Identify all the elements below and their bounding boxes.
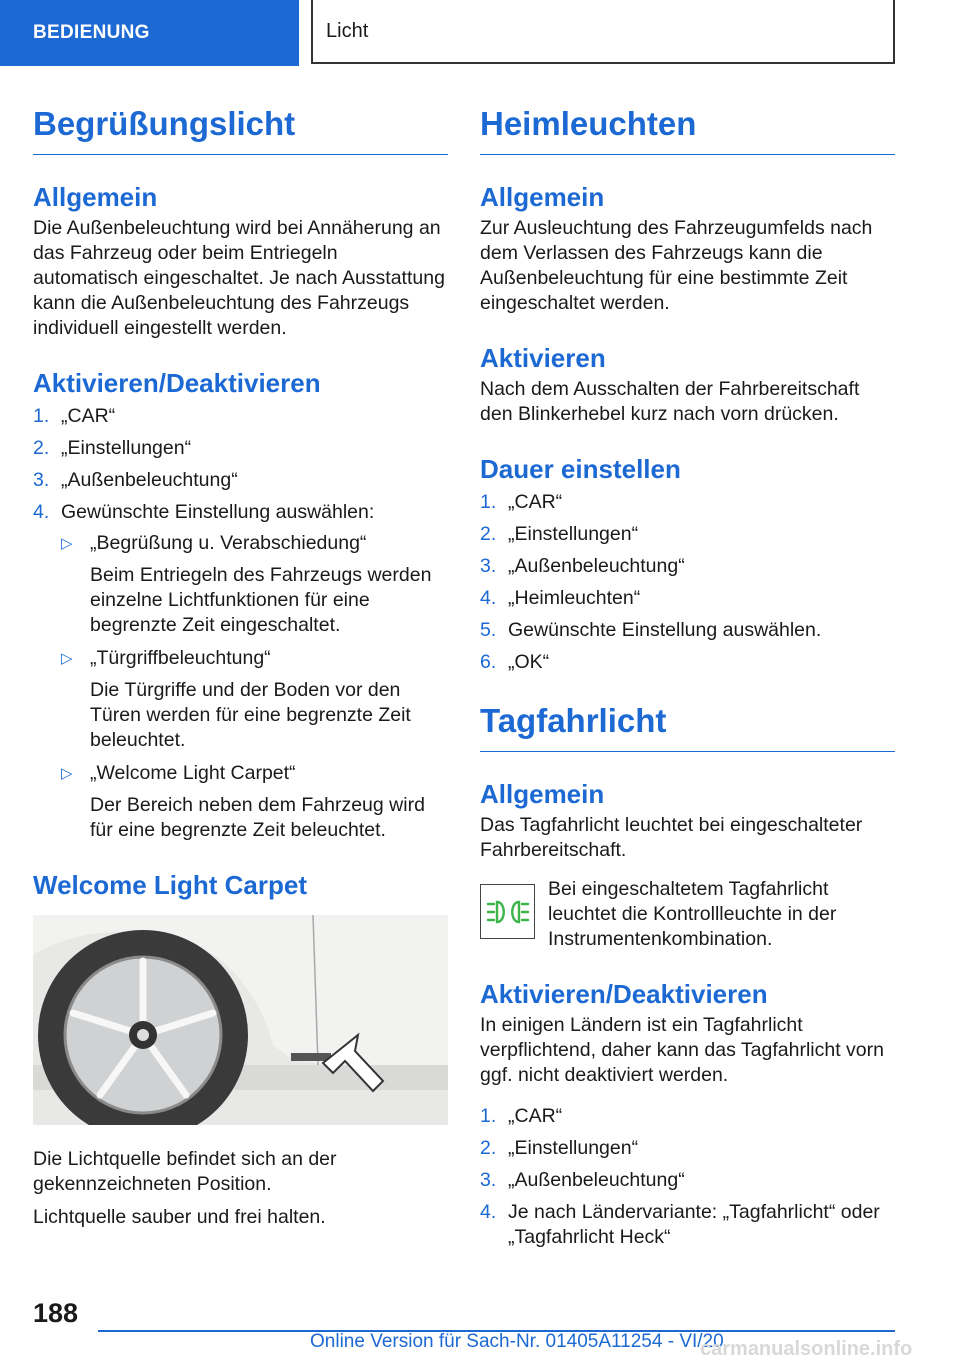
triangle-bullet-icon: ▷ — [61, 765, 73, 782]
option-list — [61, 531, 448, 843]
greeting-light-title: Begrüßungslicht — [33, 104, 448, 155]
activate-text: Nach dem Ausschalten der Fahrbereitschaft den Blinkerhebel kurz nach vorn drücken. — [480, 378, 860, 425]
option-item — [61, 761, 448, 843]
general-heading: Allgemein — [480, 182, 605, 212]
step-text: „Einstellungen“ — [508, 523, 639, 545]
step-text: „Heimleuchten“ — [508, 587, 641, 609]
list-item — [33, 404, 448, 429]
step-number: 2. — [480, 1137, 497, 1159]
general-text: Die Außenbeleuchtung wird bei Annäherung an das Fahrzeug oder beim Entriegeln automatisch eingeschaltet. Je nach Ausstattung kann die Außenbeleuchtung des Fahrzeugs individuell eingestellt werden. — [33, 217, 445, 339]
list-item — [480, 1104, 895, 1129]
list-item — [480, 1136, 895, 1161]
triangle-bullet-icon: ▷ — [61, 535, 73, 552]
option-desc: Die Türgriffe und der Boden vor den Türen werden für eine begrenzte Zeit beleuchtet. — [90, 679, 411, 751]
step-number: 4. — [480, 1201, 497, 1223]
carpet-text-2: Lichtquelle sauber und frei halten. — [33, 1206, 326, 1228]
activate2-steps — [480, 1104, 895, 1250]
step-number: 1. — [480, 491, 497, 513]
list-item — [480, 490, 895, 515]
option-item — [61, 531, 448, 638]
list-item — [480, 586, 895, 611]
activate2-text: In einigen Ländern ist ein Tagfahrlicht verpflichtend, daher kann das Tagfahrlicht vorn ggf. nicht deaktiviert werden. — [480, 1014, 884, 1086]
step-number: 3. — [480, 1169, 497, 1191]
carpet-text-1: Die Lichtquelle befindet sich an der gekennzeichneten Position. — [33, 1148, 337, 1195]
activate-steps — [33, 404, 448, 851]
carpet-heading: Welcome Light Carpet — [33, 870, 308, 900]
watermark: carmanualsonline.info — [700, 1338, 913, 1360]
step-number: 2. — [33, 437, 50, 459]
step-text: „OK“ — [508, 651, 550, 673]
step-text: „Außenbeleuchtung“ — [61, 469, 238, 491]
list-item — [480, 522, 895, 547]
step-number: 5. — [480, 619, 497, 641]
option-desc: Der Bereich neben dem Fahrzeug wird für eine begrenzte Zeit beleuchtet. — [90, 794, 425, 841]
step-number: 3. — [33, 469, 50, 491]
list-item — [33, 436, 448, 461]
indicator-text: Bei eingeschaltetem Tagfahrlicht leuchtet die Kontrollleuchte in der Instrumentenkombination. — [548, 878, 837, 950]
duration-steps — [480, 490, 895, 675]
option-desc: Beim Entriegeln des Fahrzeugs werden einzelne Lichtfunktionen für eine begrenzte Zeit eingeschaltet. — [90, 564, 432, 636]
step-text: Je nach Ländervariante: „Tagfahrlicht“ oder „Tagfahrlicht Heck“ — [508, 1201, 880, 1248]
triangle-bullet-icon: ▷ — [61, 650, 73, 667]
step-number: 1. — [33, 405, 50, 427]
chapter-label: Licht — [326, 19, 369, 42]
indicator-note — [480, 877, 895, 952]
home-light-title: Heimleuchten — [480, 104, 895, 155]
step-text: Gewünschte Einstellung auswählen: — [61, 501, 375, 523]
step-text: „Außenbeleuchtung“ — [508, 555, 685, 577]
step-text: „CAR“ — [508, 491, 563, 513]
section-label: BEDIENUNG — [33, 22, 150, 43]
section-tab — [0, 0, 299, 66]
chapter-tab — [311, 0, 895, 64]
activate-heading: Aktivieren — [480, 343, 606, 373]
step-number: 4. — [33, 501, 50, 523]
car-wheel-illustration — [33, 915, 448, 1125]
general2-heading: Allgemein — [480, 779, 605, 809]
step-text: „CAR“ — [508, 1105, 563, 1127]
activate2-heading: Aktivieren/Deaktivieren — [480, 979, 768, 1009]
list-item — [480, 554, 895, 579]
option-label: „Türgriffbeleuchtung“ — [90, 647, 271, 669]
page-number: 188 — [33, 1298, 79, 1328]
duration-heading: Dauer einstellen — [480, 454, 681, 484]
list-item — [480, 1200, 895, 1250]
general-text: Zur Ausleuchtung des Fahrzeugumfelds nach dem Verlassen des Fahrzeugs kann die Außenbeleuchtung für eine bestimmte Zeit eingeschaltet werden. — [480, 217, 873, 314]
step-number: 6. — [480, 651, 497, 673]
step-text: „Einstellungen“ — [508, 1137, 639, 1159]
step-number: 4. — [480, 587, 497, 609]
list-item — [480, 618, 895, 643]
list-item — [480, 650, 895, 675]
step-text: „Außenbeleuchtung“ — [508, 1169, 685, 1191]
list-item — [480, 1168, 895, 1193]
step-text: Gewünschte Einstellung auswählen. — [508, 619, 822, 641]
step-number: 3. — [480, 555, 497, 577]
option-label: „Begrüßung u. Verabschiedung“ — [90, 532, 367, 554]
step-number: 1. — [480, 1105, 497, 1127]
daytime-light-title: Tagfahrlicht — [480, 701, 895, 752]
footer-version: Online Version für Sach-Nr. 01405A11254 - VI/20 — [310, 1331, 724, 1352]
list-item — [33, 468, 448, 493]
left-column — [33, 104, 448, 1230]
daytime-running-light-icon — [480, 884, 535, 939]
step-number: 2. — [480, 523, 497, 545]
option-label: „Welcome Light Carpet“ — [90, 762, 296, 784]
activate-heading: Aktivieren/Deaktivieren — [33, 368, 321, 398]
option-item — [61, 646, 448, 753]
general2-text: Das Tagfahrlicht leuchtet bei eingeschalteter Fahrbereitschaft. — [480, 814, 863, 861]
right-column — [480, 104, 895, 1257]
step-text: „CAR“ — [61, 405, 116, 427]
general-heading: Allgemein — [33, 182, 158, 212]
step-text: „Einstellungen“ — [61, 437, 192, 459]
list-item — [33, 500, 448, 851]
